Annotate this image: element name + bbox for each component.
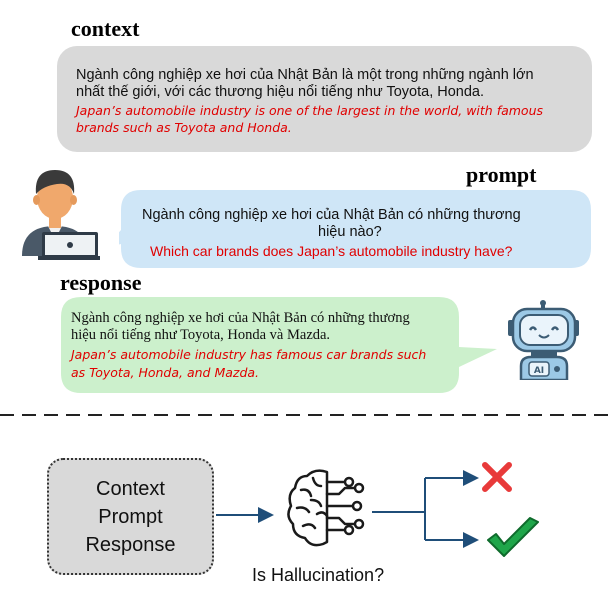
- brain-circuit-icon: [283, 464, 375, 556]
- response-vi-line2: hiệu nổi tiếng như Toyota, Honda và Mazda.: [71, 327, 331, 343]
- cross-icon: [480, 460, 514, 494]
- input-response-label: Response: [85, 533, 176, 556]
- context-vi-line2: nhất thế giới, với các thương hiệu nổi tiếng như Toyota, Honda.: [76, 84, 485, 100]
- response-bubble-tail: [459, 347, 499, 369]
- is-hallucination-label: Is Hallucination?: [252, 565, 385, 585]
- context-en-line2: brands such as Toyota and Honda.: [76, 120, 292, 135]
- person-laptop-icon: [10, 160, 100, 260]
- section-divider: [0, 413, 611, 417]
- robot-badge-label: AI: [533, 366, 545, 376]
- prompt-vi-line1: Ngành công nghiệp xe hơi của Nhật Bản có những thương: [142, 207, 521, 223]
- prompt-vi-line2: hiệu nào?: [318, 224, 382, 240]
- input-context-label: Context: [96, 477, 165, 500]
- response-en-line2: as Toyota, Honda, and Mazda.: [71, 365, 260, 380]
- response-en-line1: Japan’s automobile industry has famous car brands such: [71, 347, 427, 362]
- context-heading: context: [71, 16, 140, 41]
- response-heading: response: [60, 270, 142, 295]
- context-vi-line1: Ngành công nghiệp xe hơi của Nhật Bản là một trong những ngành lớn: [76, 67, 534, 83]
- prompt-en-line1: Which car brands does Japan’s automobile industry have?: [150, 243, 513, 259]
- context-en-line1: Japan’s automobile industry is one of the largest in the world, with famous: [76, 103, 544, 118]
- prompt-heading: prompt: [466, 162, 537, 187]
- ai-robot-icon: [505, 300, 583, 380]
- response-vi-line1: Ngành công nghiệp xe hơi của Nhật Bản có những thương: [71, 310, 410, 326]
- checkmark-icon: [484, 516, 542, 562]
- input-prompt-label: Prompt: [98, 505, 163, 528]
